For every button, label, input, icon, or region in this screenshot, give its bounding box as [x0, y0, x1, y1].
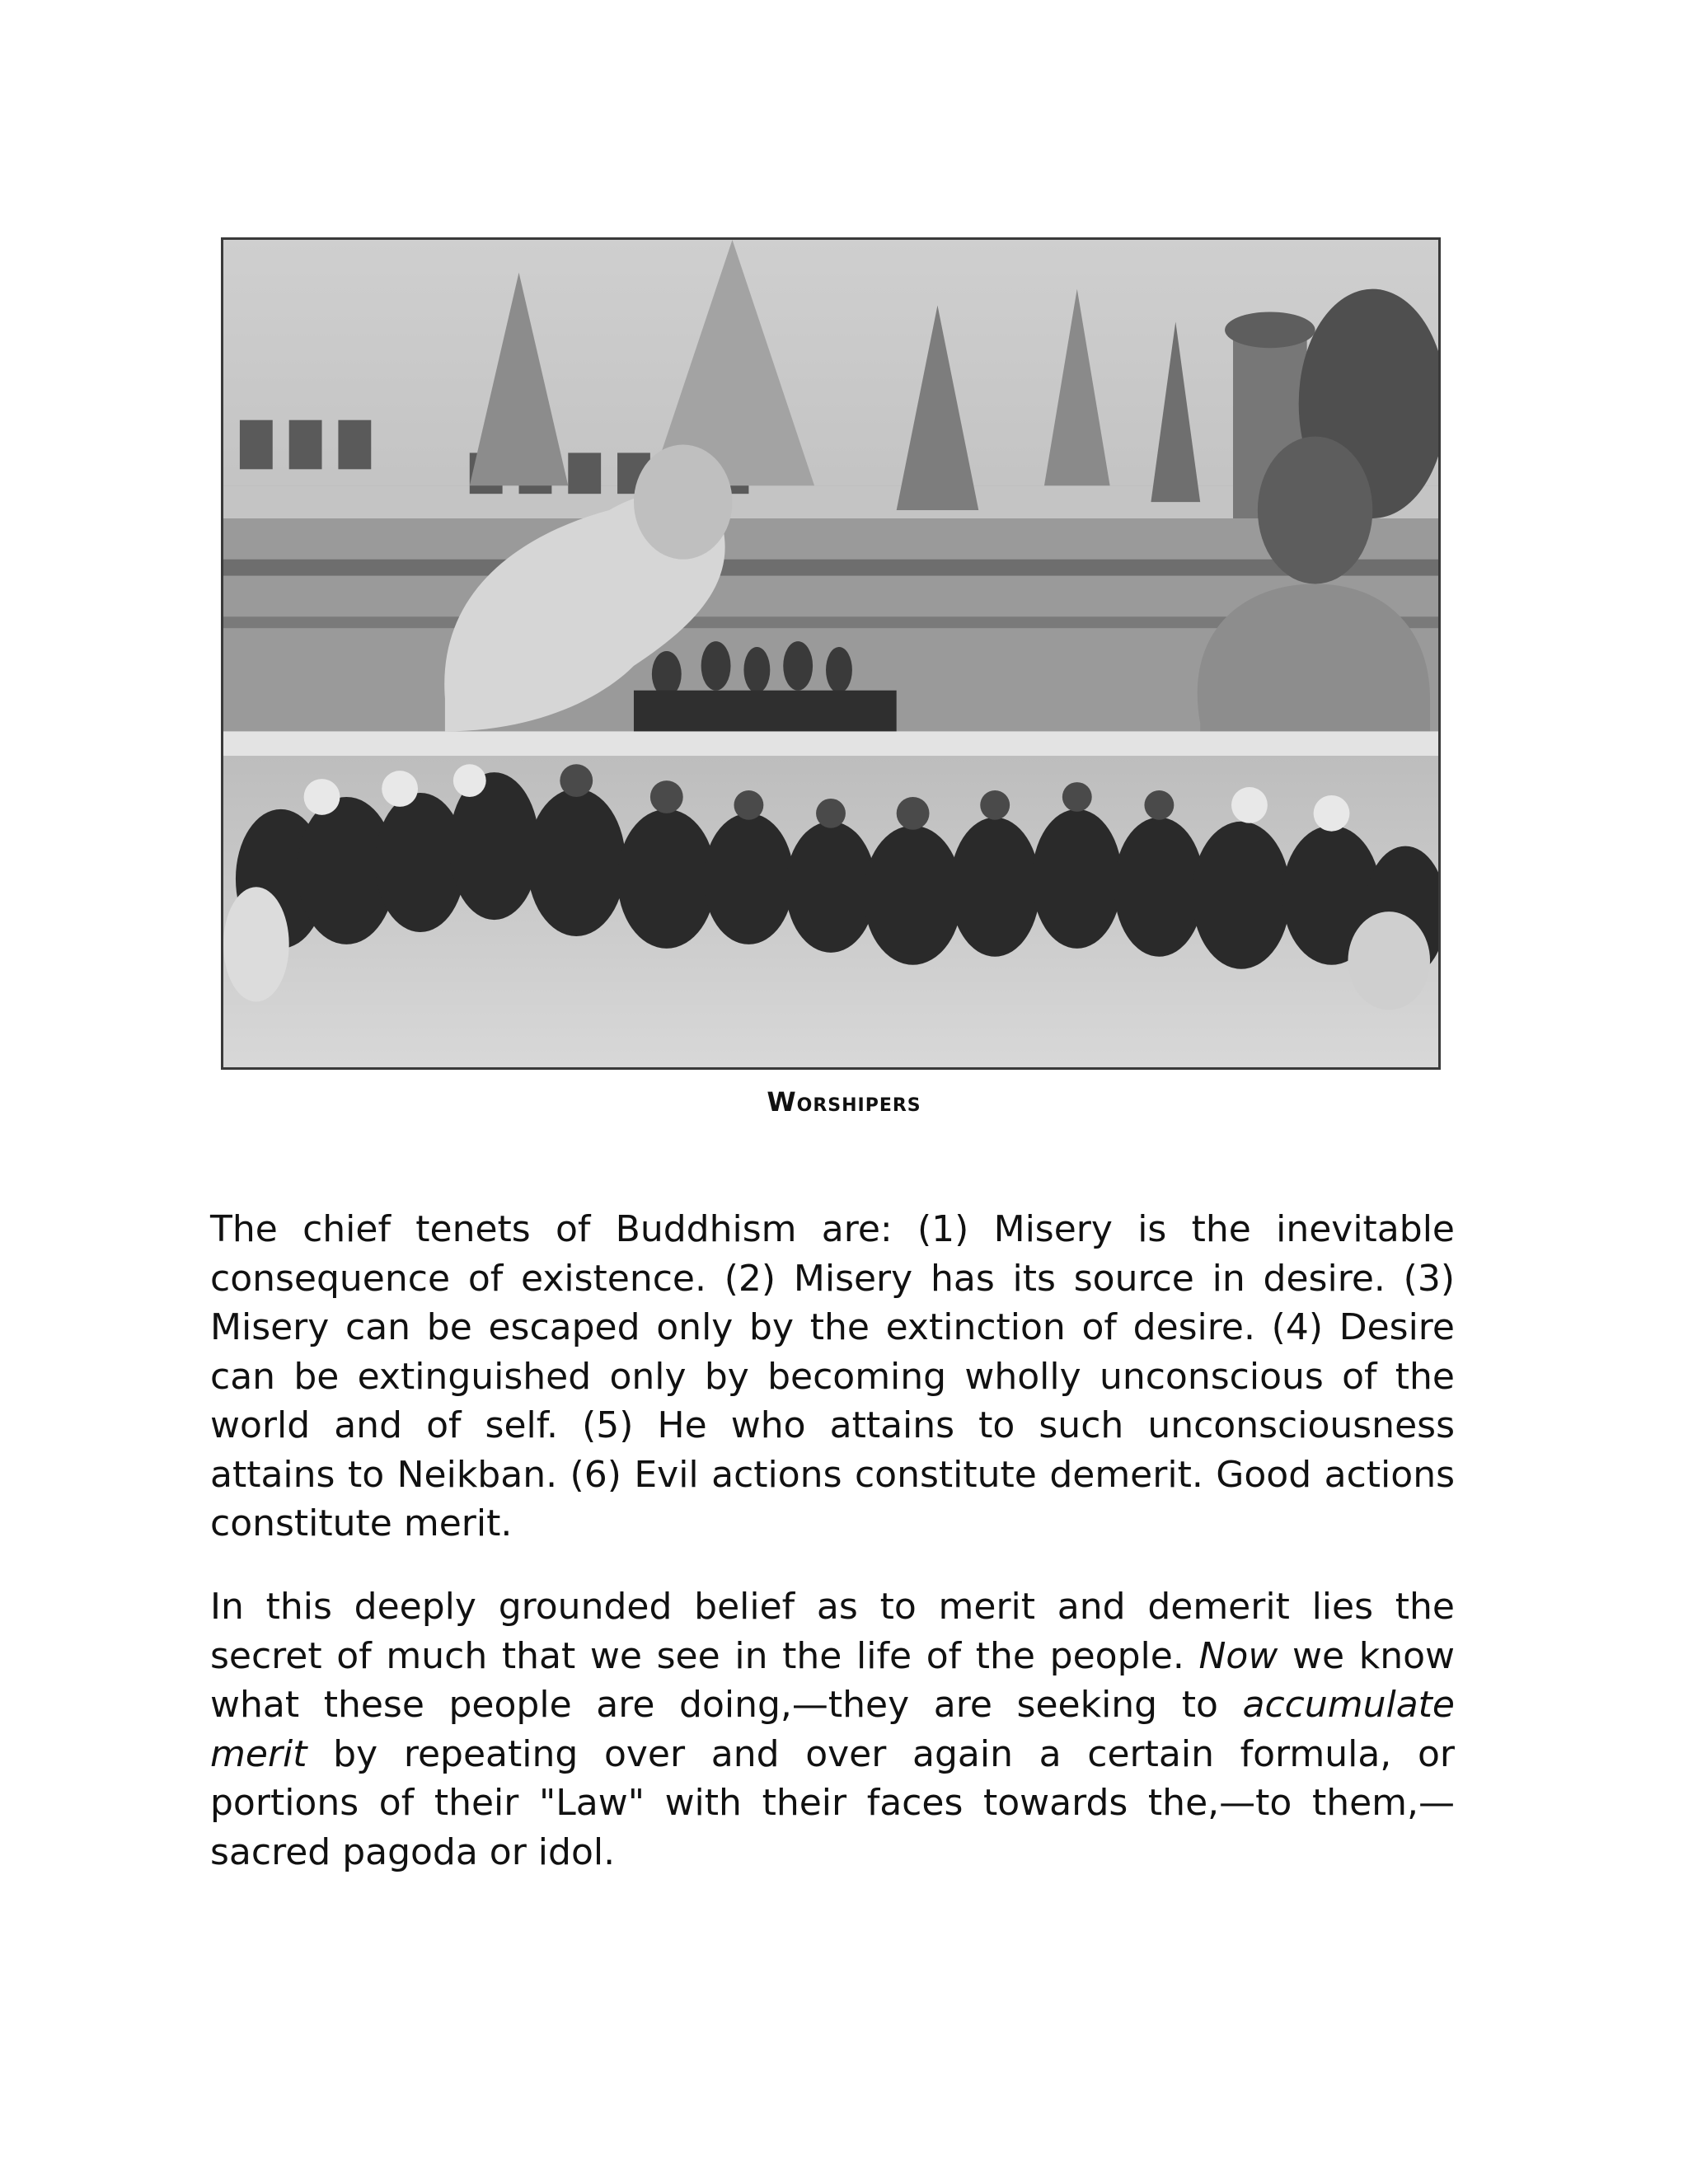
paragraph-merit [210, 1582, 1455, 1877]
paragraph-tenets: The chief tenets of Buddhism are: (1) Misery is the inevitable consequence of existence. (2) Misery has its source in desire. (3) Misery can be escaped only by the extinction of desire. (4) Desire can be extinguished only by becoming wholly unconscious of the world and of self. (5) He who attains to such unconsciousness attains to Neikban. (6) Evil actions constitute demerit. Good actions constitute merit. [210, 1208, 1455, 1544]
paragraph-merit-text-1: In this deeply grounded belief as to merit and demerit lies the secret of much that we see in the life of the people. [210, 1586, 1455, 1677]
paragraph-merit-text-2: we know what these people are doing,—they are seeking to [210, 1634, 1455, 1726]
photograph-image [223, 240, 1438, 1067]
worshipers-photograph [221, 237, 1441, 1070]
paragraph-merit-italic-now: Now [1198, 1634, 1278, 1677]
paragraph-merit-text-3: by repeating over and over again a certain formula, or portions of their "Law" with their faces towards the,—to them,—sacred pagoda or idol. [210, 1732, 1455, 1873]
paragraph-merit-italic-accumulate: accumulate merit [210, 1684, 1455, 1775]
figure-caption: Worshipers [767, 1086, 921, 1118]
